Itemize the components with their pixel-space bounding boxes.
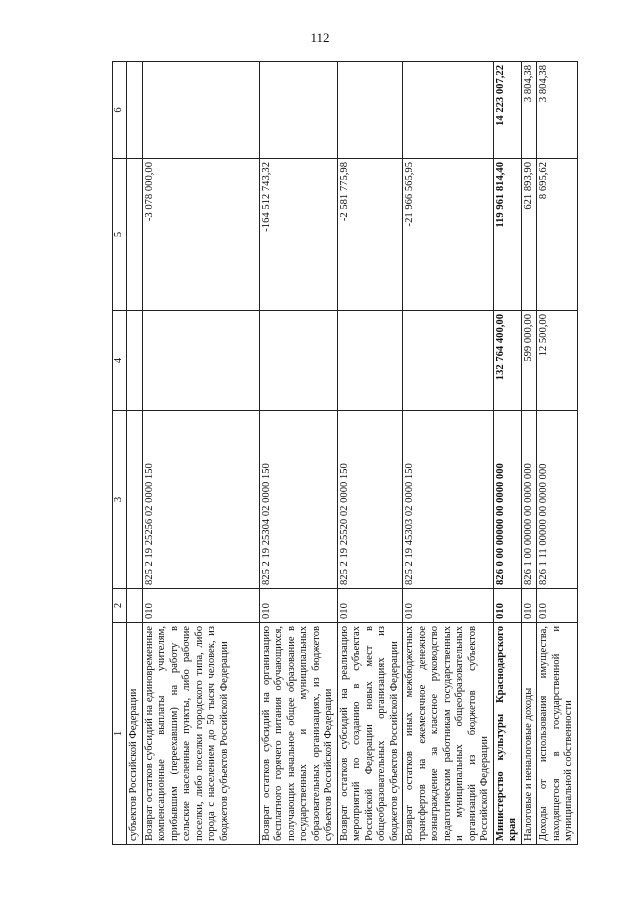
row-code-cell: 010 [493,589,521,623]
row-name-cell: субъектов Российской Федерации [127,623,143,845]
table-row [537,62,578,845]
unexecuted-amount-cell [127,62,143,159]
row-code-cell: 010 [521,589,537,623]
budget-classification-cell: 826 1 11 00000 00 0000 000 [537,411,578,589]
executed-amount-cell: -21 966 565,95 [403,159,494,311]
executed-amount-cell: -2 581 775,98 [337,159,403,311]
table-row [521,62,537,845]
column-number-cell: 2 [113,589,127,623]
row-name-cell: Возврат остатков субсидий на организацию бесплатного горячего питания обучающихся, получающих начальное общее образование в государственных и муниципальных образовательных организациях, из бюджетов субъектов Российской Федерации [259,623,337,845]
column-number-cell: 1 [113,623,127,845]
budget-classification-cell: 825 2 19 25304 02 0000 150 [259,411,337,589]
budget-classification-cell [127,411,143,589]
unexecuted-amount-cell: 14 223 007,22 [493,62,521,159]
row-code-cell: 010 [337,589,403,623]
unexecuted-amount-cell [403,62,494,159]
column-number-cell: 4 [113,311,127,411]
table-row [337,62,403,845]
budget-classification-cell: 826 0 00 00000 00 0000 000 [493,411,521,589]
budget-classification-cell: 826 1 00 00000 00 0000 000 [521,411,537,589]
table-row [142,62,259,845]
column-number-cell: 3 [113,411,127,589]
unexecuted-amount-cell [259,62,337,159]
executed-amount-cell: -164 512 743,32 [259,159,337,311]
column-number-cell: 6 [113,62,127,159]
row-name-cell: Возврат остатков субсидий на единовременные компенсационные выплаты учителям, прибывшим (переехавшим) на работу в сельские населенные пункты, либо рабочие поселки, либо поселки городского типа, либо города с населением до 50 тысяч человек, из бюджетов субъектов Российской Федерации [142,623,259,845]
executed-amount-cell: 621 893,90 [521,159,537,311]
row-name-cell: Министерство культуры Краснодарского края [493,623,521,845]
row-code-cell [127,589,143,623]
unexecuted-amount-cell: 3 804,38 [537,62,578,159]
approved-amount-cell [337,311,403,411]
budget-classification-cell: 825 2 19 25256 02 0000 150 [142,411,259,589]
row-name-cell: Налоговые и неналоговые доходы [521,623,537,845]
executed-amount-cell [127,159,143,311]
executed-amount-cell: -3 078 000,00 [142,159,259,311]
unexecuted-amount-cell: 3 804,38 [521,62,537,159]
executed-amount-cell: 8 695,62 [537,159,578,311]
row-code-cell: 010 [259,589,337,623]
row-code-cell: 010 [403,589,494,623]
approved-amount-cell: 132 764 400,00 [493,311,521,411]
rotated-table-container [112,62,574,845]
row-code-cell: 010 [537,589,578,623]
table-row [403,62,494,845]
column-number-cell: 5 [113,159,127,311]
approved-amount-cell [142,311,259,411]
unexecuted-amount-cell [142,62,259,159]
budget-classification-cell: 825 2 19 45303 02 0000 150 [403,411,494,589]
unexecuted-amount-cell [337,62,403,159]
approved-amount-cell [259,311,337,411]
approved-amount-cell: 12 500,00 [537,311,578,411]
table-row [127,62,143,845]
row-code-cell: 010 [142,589,259,623]
row-name-cell: Возврат остатков иных межбюджетных трансфертов на ежемесячное денежное вознаграждение за классное руководство педагогическим работникам государственных и муниципальных общеобразовательных организаций из бюджетов субъектов Российской Федерации [403,623,494,845]
column-number-row [113,62,127,845]
approved-amount-cell: 599 000,00 [521,311,537,411]
row-name-cell: Возврат остатков субсидий на реализацию мероприятий по созданию в субъектах Российской Федерации новых мест в общеобразовательных организациях из бюджетов субъектов Российской Федерации [337,623,403,845]
page-number: 112 [310,30,330,45]
table-row [259,62,337,845]
budget-classification-cell: 825 2 19 25520 02 0000 150 [337,411,403,589]
approved-amount-cell [403,311,494,411]
table-row-ministry-total [493,62,521,845]
budget-table [112,61,578,845]
rotated-table-area [112,62,574,845]
executed-amount-cell: 119 961 814,40 [493,159,521,311]
row-name-cell: Доходы от использования имущества, находящегося в государственной и муниципальной собственности [537,623,578,845]
approved-amount-cell [127,311,143,411]
